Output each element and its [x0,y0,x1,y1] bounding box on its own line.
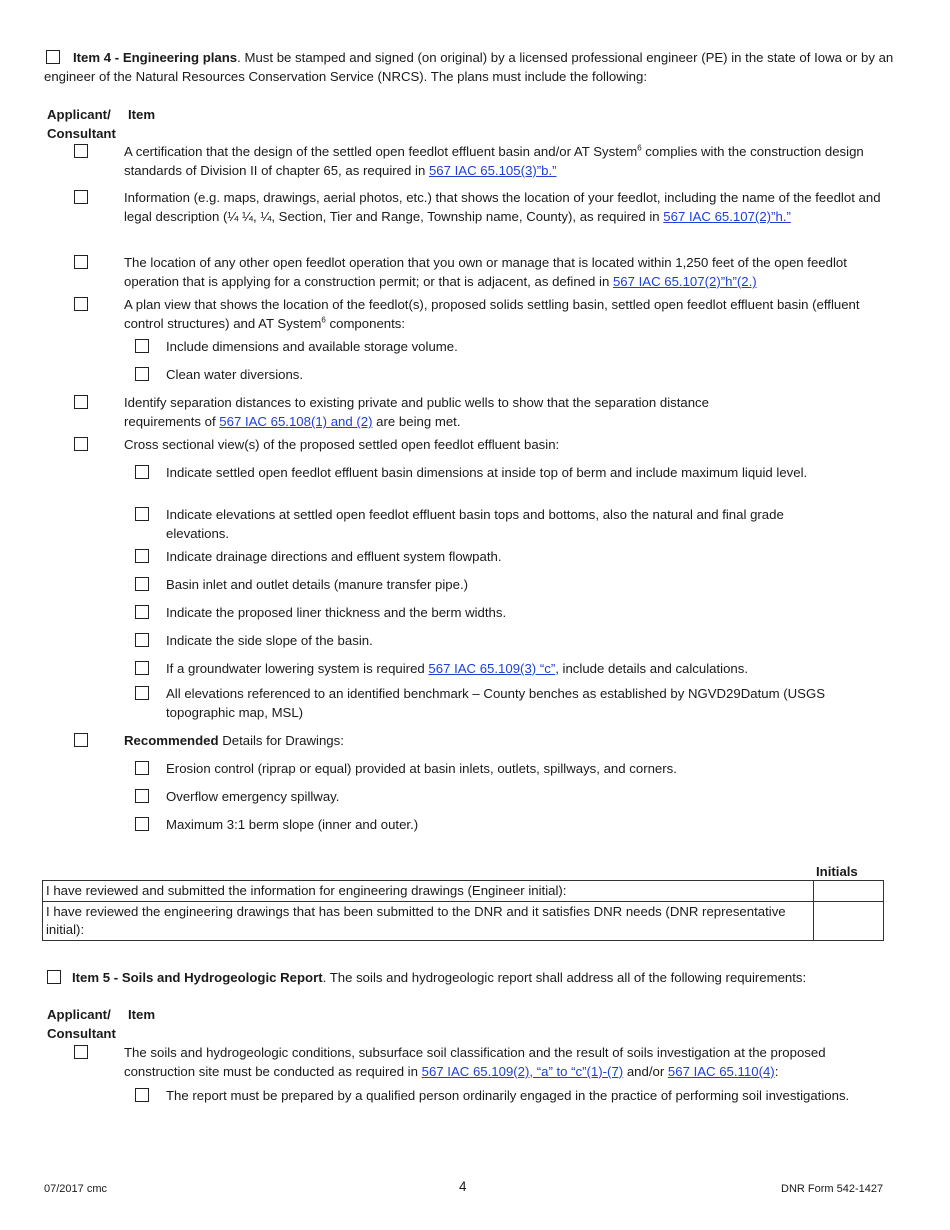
item5-column-header-applicant [47,1005,116,1043]
col-applicant-line1: Applicant/ [47,107,111,122]
s7-text-a: If a groundwater lowering system is required [166,661,429,676]
item4-r6-s5-text: Indicate the proposed liner thickness and the berm widths. [166,605,507,620]
item4-intro: . Must be stamped and signed (on original) by a licensed professional engineer (PE) in the state of Iowa or by an engineer of the Natural Resources Conservation Service (NRCS). The plans must include the following: [44,50,894,84]
item4-r4-sub1-text: Include dimensions and available storage volume. [166,339,458,354]
footer-page-number: 4 [459,1179,467,1194]
r4-sup: 6 [321,315,326,325]
r5-text-b: are being met. [372,414,461,429]
r7-bold: Recommended [124,733,219,748]
item5-r1-s1-text: The report must be prepared by a qualified person ordinarily engaged in the practice of performing soil investigations. [166,1088,850,1103]
item4-r6-s1-checkbox[interactable] [135,465,149,479]
r7-text: Details for Drawings: [218,733,344,748]
engineer-initial-field[interactable] [814,881,884,902]
item4-r7-s2-checkbox[interactable] [135,789,149,803]
item4-r6-s8-text: All elevations referenced to an identified benchmark – County benches as established by NGVD29Datum (USGS topographic map, MSL) [166,686,825,720]
item4-r7-s3-text: Maximum 3:1 berm slope (inner and outer.) [166,817,419,832]
item4-heading [44,48,910,86]
item4-r7-s3-checkbox[interactable] [135,817,149,831]
item4-r6-s2-checkbox[interactable] [135,507,149,521]
r2-text-a: Information (e.g. maps, drawings, aerial photos, etc.) that shows the location of your feedlot, including the name of the feedlot and legal description (¼ ¼, ¼, Section, Tier and Range, Township name, County), as required in [124,190,881,224]
initials-row-engineer [43,881,884,902]
item4-r4-checkbox[interactable] [74,297,88,311]
item5-intro: . The soils and hydrogeologic report shall address all of the following requirements: [322,970,807,985]
initials-header: Initials [816,864,858,879]
r1-text-b: complies with the construction design standards of Division II of chapter 65, as required in [124,144,864,178]
item5-r1-link2[interactable]: 567 IAC 65.110(4) [667,1064,775,1079]
item4-r4-sub2-text: Clean water diversions. [166,367,304,382]
item4-r2-text [124,188,884,226]
r3-text-a: The location of any other open feedlot operation that you own or manage that is located within 1,250 feet of the open feedlot operation that is applying for a construction permit; or that is adjacent, as defined in [124,255,847,289]
r1-text-a: A certification that the design of the settled open feedlot effluent basin and/or AT System [124,144,638,159]
s7-text-b: , include details and calculations. [555,661,749,676]
initials-table [42,880,884,941]
item4-r6-s4-text: Basin inlet and outlet details (manure transfer pipe.) [166,577,469,592]
item4-r6-s3-text: Indicate drainage directions and effluent system flowpath. [166,549,502,564]
item5-title: Item 5 - Soils and Hydrogeologic Report [72,970,323,985]
item4-r6-s6-text: Indicate the side slope of the basin. [166,633,373,648]
item5-r1-end: : [774,1064,779,1079]
item5-column-header-item: Item [128,1007,156,1022]
item5-heading [72,968,902,987]
item4-r1-checkbox[interactable] [74,144,88,158]
item4-r6-s2-text: Indicate elevations at settled open feedlot effluent basin tops and bottoms, also the natural and final grade elevations. [166,507,784,541]
item4-r7-checkbox[interactable] [74,733,88,747]
r1-sup: 6 [637,143,642,153]
item5-col-applicant-line1: Applicant/ [47,1007,111,1022]
item4-r3-text [124,253,884,291]
r4-text-b: components: [325,316,406,331]
initials-row-dnr [43,902,884,941]
item4-title: Item 4 - Engineering plans [73,50,238,65]
item5-r1-text-a: The soils and hydrogeologic conditions, subsurface soil classification and the result of soils investigation at the proposed construction site must be conducted as required in [124,1045,826,1079]
item4-r6-text: Cross sectional view(s) of the proposed settled open feedlot effluent basin: [124,437,560,452]
item4-r6-s7-checkbox[interactable] [135,661,149,675]
item5-r1-link1[interactable]: 567 IAC 65.109(2), “a” to “c”(1)-(7) [421,1064,624,1079]
r5-link[interactable]: 567 IAC 65.108(1) and (2) [219,414,373,429]
item4-r7-s2-text: Overflow emergency spillway. [166,789,340,804]
item4-r7-text [124,731,884,750]
item5-r1-text [124,1043,886,1081]
item4-r3-checkbox[interactable] [74,255,88,269]
item4-r6-s1-text: Indicate settled open feedlot effluent basin dimensions at inside top of berm and include maximum liquid level. [166,465,808,480]
item4-r6-s3-checkbox[interactable] [135,549,149,563]
item5-checkbox[interactable] [47,970,61,984]
item4-r2-checkbox[interactable] [74,190,88,204]
r3-link[interactable]: 567 IAC 65.107(2)”h”(2.) [612,274,757,289]
column-header-item: Item [128,107,156,122]
column-header-applicant [47,105,116,143]
footer-date: 07/2017 cmc [44,1183,107,1195]
r4-text-a: A plan view that shows the location of the feedlot(s), proposed solids settling basin, settled open feedlot effluent basin (effluent control structures) and AT System [124,297,860,331]
item4-r5-checkbox[interactable] [74,395,88,409]
item4-r1-text [124,142,884,180]
footer-form-number: DNR Form 542-1427 [781,1183,884,1195]
initials-row-engineer-label: I have reviewed and submitted the information for engineering drawings (Engineer initial): [43,881,814,902]
item4-r4-text [124,295,884,333]
r2-link[interactable]: 567 IAC 65.107(2)”h.” [663,209,791,224]
item4-r5-text [124,393,774,431]
item4-r7-s1-checkbox[interactable] [135,761,149,775]
dnr-initial-field[interactable] [814,902,884,941]
r5-text-a: Identify separation distances to existing private and public wells to show that the separation distance requirements of [124,395,709,429]
item4-r6-s5-checkbox[interactable] [135,605,149,619]
s7-link[interactable]: 567 IAC 65.109(3) “c” [428,661,556,676]
item5-r1-s1-checkbox[interactable] [135,1088,149,1102]
item5-r1-checkbox[interactable] [74,1045,88,1059]
item4-r6-s7-text [166,659,866,678]
item4-r6-checkbox[interactable] [74,437,88,451]
col-applicant-line2: Consultant [47,126,116,141]
item4-r6-s6-checkbox[interactable] [135,633,149,647]
item4-r7-s1-text: Erosion control (riprap or equal) provided at basin inlets, outlets, spillways, and corners. [166,761,677,776]
initials-row-dnr-label: I have reviewed the engineering drawings that has been submitted to the DNR and it satisfies DNR needs (DNR representative initial): [43,902,814,941]
item4-r6-s4-checkbox[interactable] [135,577,149,591]
item4-r4-sub2-checkbox[interactable] [135,367,149,381]
item4-r4-sub1-checkbox[interactable] [135,339,149,353]
r1-link[interactable]: 567 IAC 65.105(3)”b.” [428,163,557,178]
item5-col-applicant-line2: Consultant [47,1026,116,1041]
item5-r1-mid: and/or [623,1064,668,1079]
item4-r6-s8-checkbox[interactable] [135,686,149,700]
